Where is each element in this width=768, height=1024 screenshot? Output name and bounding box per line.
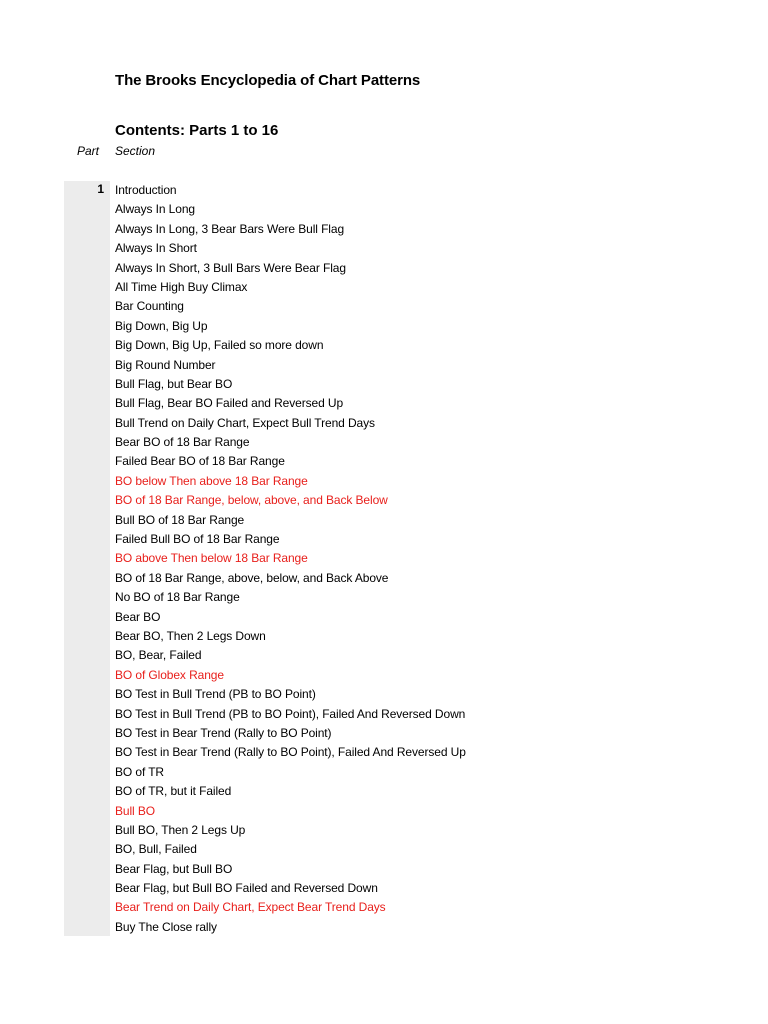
section-item: No BO of 18 Bar Range [115,590,240,605]
section-item: Bear Flag, but Bull BO [115,861,233,876]
section-item: BO Test in Bear Trend (Rally to BO Point), Failed And Reversed Up [115,745,466,760]
section-item: Introduction [115,183,177,197]
section-item: Big Round Number [115,357,216,372]
section-item: Always In Short, 3 Bull Bars Were Bear Flag [115,260,346,275]
section-item: BO of TR, but it Failed [115,784,232,799]
section-item: Bar Counting [115,299,184,314]
section-item: BO Test in Bull Trend (PB to BO Point), Failed And Reversed Down [115,706,466,721]
section-item: Failed Bear BO of 18 Bar Range [115,454,285,469]
section-item: BO Test in Bear Trend (Rally to BO Point) [115,725,332,740]
section-item: BO, Bear, Failed [115,648,202,663]
section-item: Bull Flag, but Bear BO [115,376,233,391]
section-item: BO of 18 Bar Range, below, above, and Back Below [115,493,388,508]
part-number: 1 [97,182,104,196]
section-item: Big Down, Big Up [115,318,208,333]
section-item: BO Test in Bull Trend (PB to BO Point) [115,687,316,702]
section-item: All Time High Buy Climax [115,279,248,294]
section-item: Bear BO [115,609,161,624]
document-title: The Brooks Encyclopedia of Chart Patterns [115,72,421,89]
section-column-header: Section [115,144,156,158]
part-column-header: Part [77,144,100,158]
section-item: Bear BO, Then 2 Legs Down [115,628,266,643]
section-item: BO, Bull, Failed [115,842,197,857]
section-item: Always In Short [115,241,197,256]
section-item: Bear Flag, but Bull BO Failed and Reversed Down [115,881,378,896]
section-item: Bull BO, Then 2 Legs Up [115,822,246,837]
section-item: Buy The Close rally [115,919,217,934]
part-column-background [64,181,110,936]
section-item: Bull BO [115,803,155,818]
section-item: BO below Then above 18 Bar Range [115,473,308,488]
section-list [115,181,466,937]
contents-heading: Contents: Parts 1 to 16 [115,122,279,139]
section-item: Bear Trend on Daily Chart, Expect Bear Trend Days [115,900,386,915]
section-item: Bear BO of 18 Bar Range [115,435,250,450]
section-item: Bull Trend on Daily Chart, Expect Bull Trend Days [115,415,375,430]
section-item: Always In Long, 3 Bear Bars Were Bull Flag [115,221,345,236]
section-item: Failed Bull BO of 18 Bar Range [115,532,280,547]
section-item: Bull BO of 18 Bar Range [115,512,245,527]
section-item: BO above Then below 18 Bar Range [115,551,308,566]
section-item: Bull Flag, Bear BO Failed and Reversed Up [115,396,344,411]
section-item: Big Down, Big Up, Failed so more down [115,338,324,353]
section-item: BO of Globex Range [115,667,224,682]
section-item: BO of 18 Bar Range, above, below, and Back Above [115,570,389,585]
section-item: Always In Long [115,202,195,217]
section-item: BO of TR [115,764,164,779]
